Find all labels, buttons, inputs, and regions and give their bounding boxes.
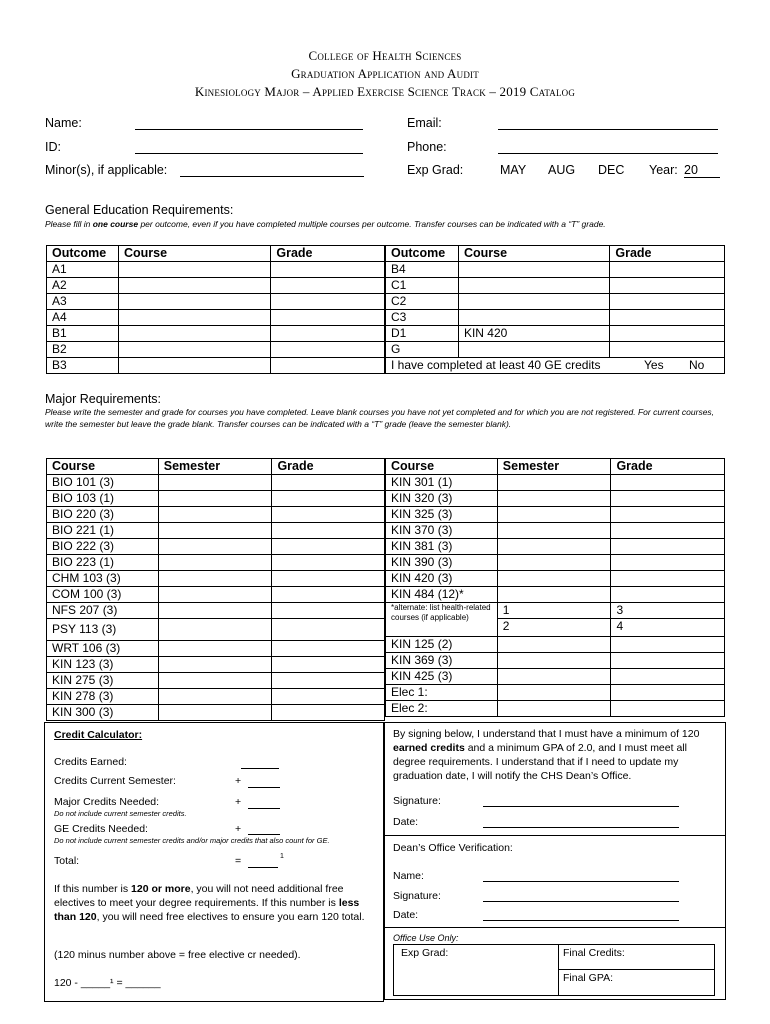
semester-cell[interactable] xyxy=(497,637,611,653)
grade-cell[interactable] xyxy=(271,342,385,358)
ge-credits-no[interactable]: No xyxy=(689,358,705,372)
course-cell: KIN 300 (3) xyxy=(47,705,159,721)
course-cell: KIN 125 (2) xyxy=(386,637,498,653)
email-label: Email: xyxy=(407,116,442,130)
col-outcome: Outcome xyxy=(47,246,119,262)
course-cell[interactable] xyxy=(458,294,609,310)
grade-cell[interactable] xyxy=(272,523,385,539)
semester-cell[interactable] xyxy=(497,507,611,523)
name-label: Name: xyxy=(45,116,82,130)
verifier-name-label: Name: xyxy=(393,870,424,882)
option-aug[interactable]: AUG xyxy=(548,163,576,177)
course-cell: KIN 420 (3) xyxy=(386,571,498,587)
option-may[interactable]: MAY xyxy=(500,163,527,177)
credits-earned-label: Credits Earned: xyxy=(54,756,127,768)
grade-cell[interactable] xyxy=(272,641,385,657)
semester-cell[interactable] xyxy=(497,587,611,603)
grade-cell[interactable] xyxy=(271,294,385,310)
semester-cell[interactable] xyxy=(497,539,611,555)
course-cell[interactable] xyxy=(118,358,270,374)
grade-cell[interactable] xyxy=(272,539,385,555)
final-gpa-label: Final GPA: xyxy=(563,972,613,984)
grade-cell[interactable] xyxy=(271,326,385,342)
ge-table-right xyxy=(385,245,725,374)
outcome-cell: D1 xyxy=(386,326,459,342)
credits-earned-field[interactable] xyxy=(241,768,279,769)
grade-cell[interactable] xyxy=(271,262,385,278)
semester-cell[interactable] xyxy=(158,689,272,705)
course-cell: KIN 370 (3) xyxy=(386,523,498,539)
signature-label: Signature: xyxy=(393,795,441,807)
divider xyxy=(385,927,725,928)
grade-cell[interactable] xyxy=(272,657,385,673)
grade-cell[interactable] xyxy=(611,685,725,701)
grade-cell[interactable] xyxy=(611,523,725,539)
verification-title: Dean’s Office Verification: xyxy=(393,842,513,854)
grade-cell[interactable] xyxy=(272,587,385,603)
verifier-signature-label: Signature: xyxy=(393,890,441,902)
course-cell[interactable] xyxy=(118,278,270,294)
course-cell[interactable]: KIN 420 xyxy=(458,326,609,342)
major-heading: Major Requirements: xyxy=(45,392,162,406)
grade-cell[interactable] xyxy=(272,475,385,491)
divider xyxy=(558,969,714,970)
grade-cell[interactable] xyxy=(271,310,385,326)
semester-cell[interactable] xyxy=(158,507,272,523)
plus-sign: + xyxy=(235,775,242,787)
outcome-cell: A1 xyxy=(47,262,119,278)
office-use-table xyxy=(393,944,715,996)
plus-sign: + xyxy=(235,796,242,808)
verifier-date-label: Date: xyxy=(393,909,419,921)
col-outcome: Outcome xyxy=(386,246,459,262)
grade-cell[interactable] xyxy=(271,278,385,294)
grade-cell[interactable] xyxy=(611,701,725,717)
semester-cell[interactable] xyxy=(158,475,272,491)
grade-cell[interactable] xyxy=(610,278,725,294)
course-cell: KIN 301 (1) xyxy=(386,475,498,491)
ge-credits-row xyxy=(386,358,725,374)
semester-cell[interactable]: 1 xyxy=(497,603,611,619)
verifier-name-field[interactable] xyxy=(483,881,679,882)
semester-cell[interactable] xyxy=(158,641,272,657)
major-table-right xyxy=(385,458,725,717)
grade-cell[interactable] xyxy=(611,475,725,491)
year-field[interactable] xyxy=(684,163,720,178)
name-field[interactable] xyxy=(135,129,363,130)
course-cell: KIN 484 (12)* xyxy=(386,587,498,603)
email-field[interactable] xyxy=(498,129,718,130)
grade-cell[interactable] xyxy=(272,689,385,705)
verifier-date-field[interactable] xyxy=(483,920,679,921)
total-field[interactable] xyxy=(248,867,278,868)
col-course: Course xyxy=(118,246,270,262)
outcome-cell: B4 xyxy=(386,262,459,278)
course-cell: BIO 223 (1) xyxy=(47,555,159,571)
grade-cell[interactable] xyxy=(272,491,385,507)
grade-cell[interactable] xyxy=(611,637,725,653)
outcome-cell: G xyxy=(386,342,459,358)
course-cell[interactable] xyxy=(458,262,609,278)
minor-field[interactable] xyxy=(180,176,364,177)
grade-cell[interactable] xyxy=(610,294,725,310)
course-cell[interactable] xyxy=(458,310,609,326)
ge-needed-label: GE Credits Needed: xyxy=(54,823,148,835)
ge-heading: General Education Requirements: xyxy=(45,203,234,217)
course-cell: KIN 325 (3) xyxy=(386,507,498,523)
course-cell: BIO 222 (3) xyxy=(47,539,159,555)
grade-cell[interactable] xyxy=(272,555,385,571)
major-needed-note: Do not include current semester credits. xyxy=(54,809,187,818)
grade-cell[interactable] xyxy=(272,619,385,641)
grade-cell[interactable] xyxy=(611,507,725,523)
course-cell[interactable] xyxy=(118,342,270,358)
course-cell: KIN 381 (3) xyxy=(386,539,498,555)
semester-cell[interactable] xyxy=(497,571,611,587)
semester-cell[interactable] xyxy=(158,555,272,571)
col-grade: Grade xyxy=(271,246,385,262)
major-needed-label: Major Credits Needed: xyxy=(54,796,160,808)
semester-cell[interactable] xyxy=(158,491,272,507)
ge-note: Please fill in one course per outcome, even if you have completed multiple courses per outcome. Transfer courses can be indicated with a “T” grade. xyxy=(45,219,606,229)
outcome-cell: A4 xyxy=(47,310,119,326)
date-label: Date: xyxy=(393,816,419,828)
grade-cell[interactable] xyxy=(272,571,385,587)
verifier-signature-field[interactable] xyxy=(483,901,679,902)
course-cell[interactable] xyxy=(458,278,609,294)
course-cell: KIN 275 (3) xyxy=(47,673,159,689)
grade-cell[interactable] xyxy=(272,705,385,721)
course-cell: KIN 123 (3) xyxy=(47,657,159,673)
grade-cell[interactable] xyxy=(611,587,725,603)
course-cell: WRT 106 (3) xyxy=(47,641,159,657)
course-cell: KIN 278 (3) xyxy=(47,689,159,705)
outcome-cell: C3 xyxy=(386,310,459,326)
equals-sign: = xyxy=(235,855,242,867)
course-cell: Elec 1: xyxy=(386,685,498,701)
outcome-cell: C1 xyxy=(386,278,459,294)
grade-cell[interactable] xyxy=(611,539,725,555)
major-table-left xyxy=(46,458,385,721)
col-course: Course xyxy=(386,459,498,475)
course-cell[interactable] xyxy=(458,342,609,358)
major-note: Please write the semester and grade for courses you have completed. Leave blank courses you have not yet completed and for which you are not registered. For current courses, write the semester but leave the grade blank. Transfer courses can be indicated with a “T” grade (leave the semester blank). xyxy=(45,407,715,429)
col-course: Course xyxy=(458,246,609,262)
semester-cell[interactable] xyxy=(158,619,272,641)
signing-text: By signing below, I understand that I must have a minimum of 120 earned credits and a minimum GPA of 2.0, and I must meet all degree requirements. I understand that if I need to update my graduation date, I will notify the CHS Dean’s Office. xyxy=(393,728,700,782)
year-label: Year: xyxy=(649,163,678,177)
major-needed-field[interactable] xyxy=(248,808,280,809)
semester-cell[interactable] xyxy=(158,705,272,721)
course-cell: KIN 390 (3) xyxy=(386,555,498,571)
year-value: 20 xyxy=(684,163,698,177)
grade-cell[interactable] xyxy=(610,326,725,342)
calculator-title: Credit Calculator: xyxy=(54,729,143,741)
semester-cell[interactable] xyxy=(497,491,611,507)
outcome-cell: A2 xyxy=(47,278,119,294)
grade-cell[interactable] xyxy=(611,653,725,669)
course-cell[interactable] xyxy=(118,326,270,342)
grade-cell[interactable]: 3 xyxy=(611,603,725,619)
form-title: Graduation Application and Audit xyxy=(291,66,479,81)
grade-cell[interactable] xyxy=(610,342,725,358)
course-cell: KIN 425 (3) xyxy=(386,669,498,685)
grade-cell[interactable] xyxy=(272,603,385,619)
semester-cell[interactable] xyxy=(158,657,272,673)
ge-needed-field[interactable] xyxy=(248,834,280,835)
credit-calculator xyxy=(44,722,384,1002)
option-dec[interactable]: DEC xyxy=(598,163,625,177)
grade-cell[interactable] xyxy=(611,555,725,571)
course-cell: NFS 207 (3) xyxy=(47,603,159,619)
signing-box xyxy=(384,722,726,836)
minor-label: Minor(s), if applicable: xyxy=(45,163,168,177)
office-use-title: Office Use Only: xyxy=(393,933,459,943)
semester-cell[interactable] xyxy=(158,523,272,539)
grade-cell[interactable] xyxy=(611,491,725,507)
col-semester: Semester xyxy=(158,459,272,475)
outcome-cell: A3 xyxy=(47,294,119,310)
col-course: Course xyxy=(47,459,159,475)
col-grade: Grade xyxy=(272,459,385,475)
credits-current-field[interactable] xyxy=(248,787,280,788)
final-credits-label: Final Credits: xyxy=(563,947,625,959)
total-superscript: 1 xyxy=(280,853,284,860)
signature-field[interactable] xyxy=(483,806,679,807)
grade-cell[interactable] xyxy=(610,262,725,278)
semester-cell[interactable] xyxy=(497,653,611,669)
office-exp-grad-label: Exp Grad: xyxy=(401,947,449,959)
course-cell: BIO 103 (1) xyxy=(47,491,159,507)
formula[interactable]: 120 - _____¹ = ______ xyxy=(54,977,161,989)
semester-cell[interactable] xyxy=(158,673,272,689)
grade-cell[interactable] xyxy=(610,310,725,326)
divider xyxy=(558,945,559,995)
date-field[interactable] xyxy=(483,827,679,828)
semester-cell[interactable]: 2 xyxy=(497,619,611,637)
course-cell: BIO 221 (1) xyxy=(47,523,159,539)
semester-cell[interactable] xyxy=(497,475,611,491)
exp-grad-label: Exp Grad: xyxy=(407,163,464,177)
course-cell: BIO 101 (3) xyxy=(47,475,159,491)
id-label: ID: xyxy=(45,140,61,154)
formula-note: (120 minus number above = free elective cr needed). xyxy=(54,949,301,961)
semester-cell[interactable] xyxy=(497,701,611,717)
ge-credits-yes[interactable]: Yes xyxy=(644,358,664,372)
id-field[interactable] xyxy=(135,153,363,154)
plus-sign: + xyxy=(235,823,242,835)
ge-table-left xyxy=(46,245,385,374)
course-cell: KIN 320 (3) xyxy=(386,491,498,507)
course-cell: Elec 2: xyxy=(386,701,498,717)
course-cell: PSY 113 (3) xyxy=(47,619,159,641)
semester-cell[interactable] xyxy=(158,539,272,555)
course-cell: KIN 369 (3) xyxy=(386,653,498,669)
alternate-note: *alternate: list health-related courses (if applicable) xyxy=(386,603,498,637)
credits-current-label: Credits Current Semester: xyxy=(54,775,176,787)
col-semester: Semester xyxy=(497,459,611,475)
course-cell: COM 100 (3) xyxy=(47,587,159,603)
outcome-cell: B2 xyxy=(47,342,119,358)
phone-label: Phone: xyxy=(407,140,447,154)
semester-cell[interactable] xyxy=(497,685,611,701)
ge-needed-note: Do not include current semester credits and/or major credits that also count for GE. xyxy=(54,836,330,845)
course-cell[interactable] xyxy=(118,310,270,326)
semester-cell[interactable] xyxy=(158,587,272,603)
course-cell: BIO 220 (3) xyxy=(47,507,159,523)
program-title: Kinesiology Major – Applied Exercise Science Track – 2019 Catalog xyxy=(194,84,576,99)
college-title: College of Health Sciences xyxy=(308,48,462,63)
grade-cell[interactable] xyxy=(271,358,385,374)
col-grade: Grade xyxy=(611,459,725,475)
semester-cell[interactable] xyxy=(497,669,611,685)
outcome-cell: C2 xyxy=(386,294,459,310)
semester-cell[interactable] xyxy=(497,523,611,539)
semester-cell[interactable] xyxy=(497,555,611,571)
col-grade: Grade xyxy=(610,246,725,262)
grade-cell[interactable] xyxy=(272,507,385,523)
outcome-cell: B1 xyxy=(47,326,119,342)
course-cell[interactable] xyxy=(118,262,270,278)
semester-cell[interactable] xyxy=(158,571,272,587)
course-cell[interactable] xyxy=(118,294,270,310)
course-cell: CHM 103 (3) xyxy=(47,571,159,587)
ge-credits-text: I have completed at least 40 GE credits xyxy=(391,358,601,372)
outcome-cell: B3 xyxy=(47,358,119,374)
grade-cell[interactable]: 4 xyxy=(611,619,725,637)
grade-cell[interactable] xyxy=(272,673,385,689)
verification-box xyxy=(384,835,726,1000)
grade-cell[interactable] xyxy=(611,669,725,685)
calculator-paragraph: If this number is 120 or more, you will not need additional free electives to meet your degree requirements. If this number is less than 120, you will need free electives to ensure you earn 120 total. xyxy=(54,883,365,923)
grade-cell[interactable] xyxy=(611,571,725,587)
semester-cell[interactable] xyxy=(158,603,272,619)
phone-field[interactable] xyxy=(498,153,718,154)
total-label: Total: xyxy=(54,855,80,867)
